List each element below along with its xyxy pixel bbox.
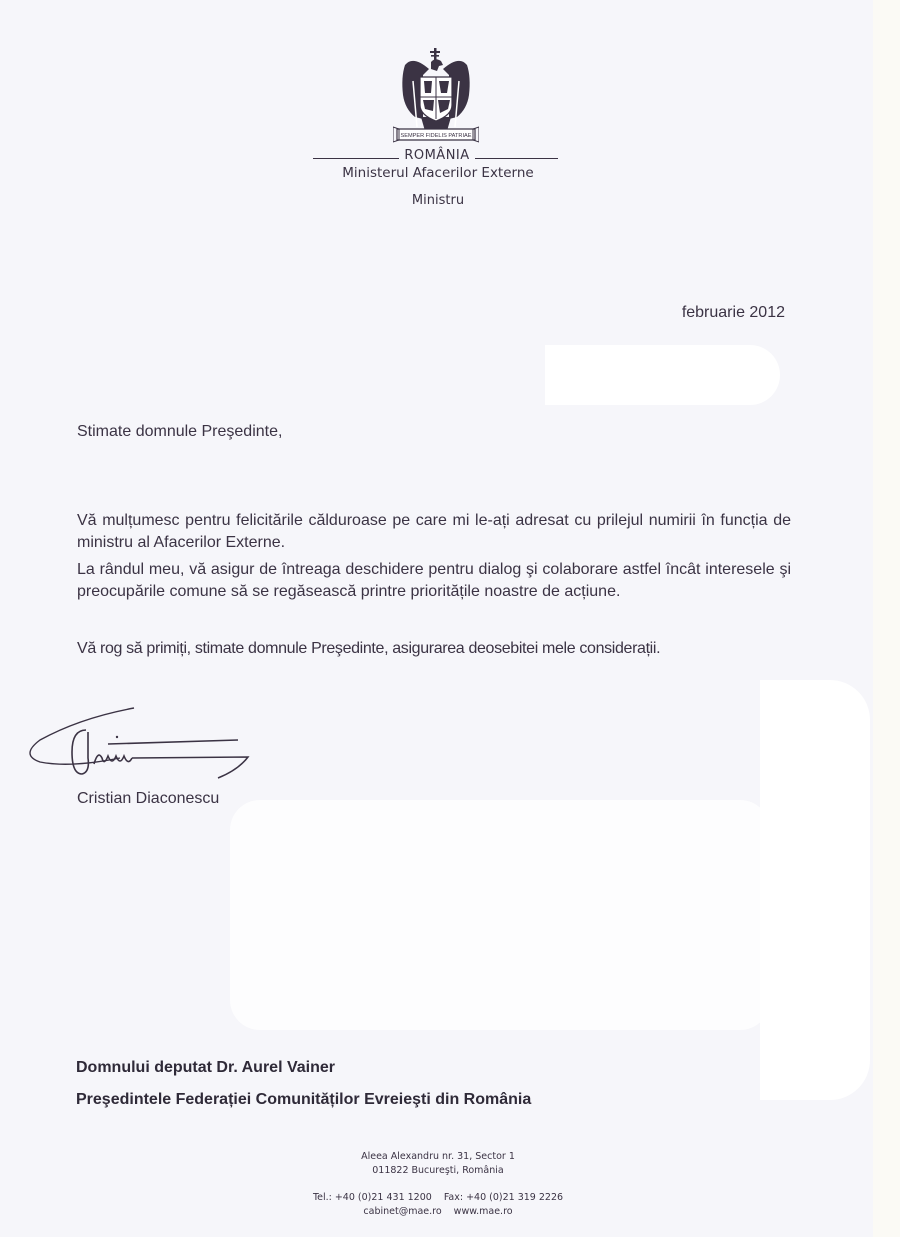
closing-formula: Vă rog să primiți, stimate domnule Preşedinte, asigurarea deosebitei mele considerații. <box>77 640 661 657</box>
recipient-title: Preşedintele Federației Comunităților Evreieşti din România <box>76 1091 532 1108</box>
footer-address-line: Aleea Alexandru nr. 31, Sector 1 <box>361 1151 515 1162</box>
letter-date: februarie 2012 <box>681 304 785 321</box>
header-rule-left <box>313 158 399 159</box>
footer-fax: Fax: +40 (0)21 319 2226 <box>443 1192 564 1203</box>
paper-edge <box>873 0 900 1237</box>
footer-website[interactable]: www.mae.ro <box>453 1206 513 1217</box>
coat-of-arms-logo <box>393 47 479 147</box>
sender-role: Ministru <box>411 193 465 208</box>
signer-name: Cristian Diaconescu <box>77 790 220 807</box>
recipient-name: Domnului deputat Dr. Aurel Vainer <box>76 1059 335 1076</box>
redaction-patch <box>760 680 870 1100</box>
body-paragraph: La rândul meu, vă asigur de întreaga deschidere pentru dialog şi colaborare astfel încât interesele şi preocupările comune să se regăsească printre prioritățile noastre de acțiune. <box>77 561 791 600</box>
header-rule-right <box>475 158 558 159</box>
redaction-patch <box>230 800 770 1030</box>
ministry-name: Ministerul Afacerilor Externe <box>342 165 534 181</box>
country-name: ROMÂNIA <box>404 148 470 163</box>
body-paragraph: Vă mulțumesc pentru felicitările călduroase pe care mi le-ați adresat cu prilejul numirii în funcția de ministru al Afacerilor Externe. <box>77 512 791 551</box>
footer-email[interactable]: cabinet@mae.ro <box>363 1206 442 1217</box>
footer-phone: Tel.: +40 (0)21 431 1200 <box>312 1192 432 1203</box>
salutation: Stimate domnule Preşedinte, <box>77 423 283 440</box>
footer-web-line <box>280 1206 596 1217</box>
svg-text:SEMPER FIDELIS PATRIAE: SEMPER FIDELIS PATRIAE <box>400 133 472 139</box>
redaction-patch <box>545 345 780 405</box>
footer-contact-line <box>280 1192 596 1203</box>
footer-address-line: 011822 Bucureşti, România <box>372 1165 504 1176</box>
handwritten-signature <box>20 700 260 790</box>
